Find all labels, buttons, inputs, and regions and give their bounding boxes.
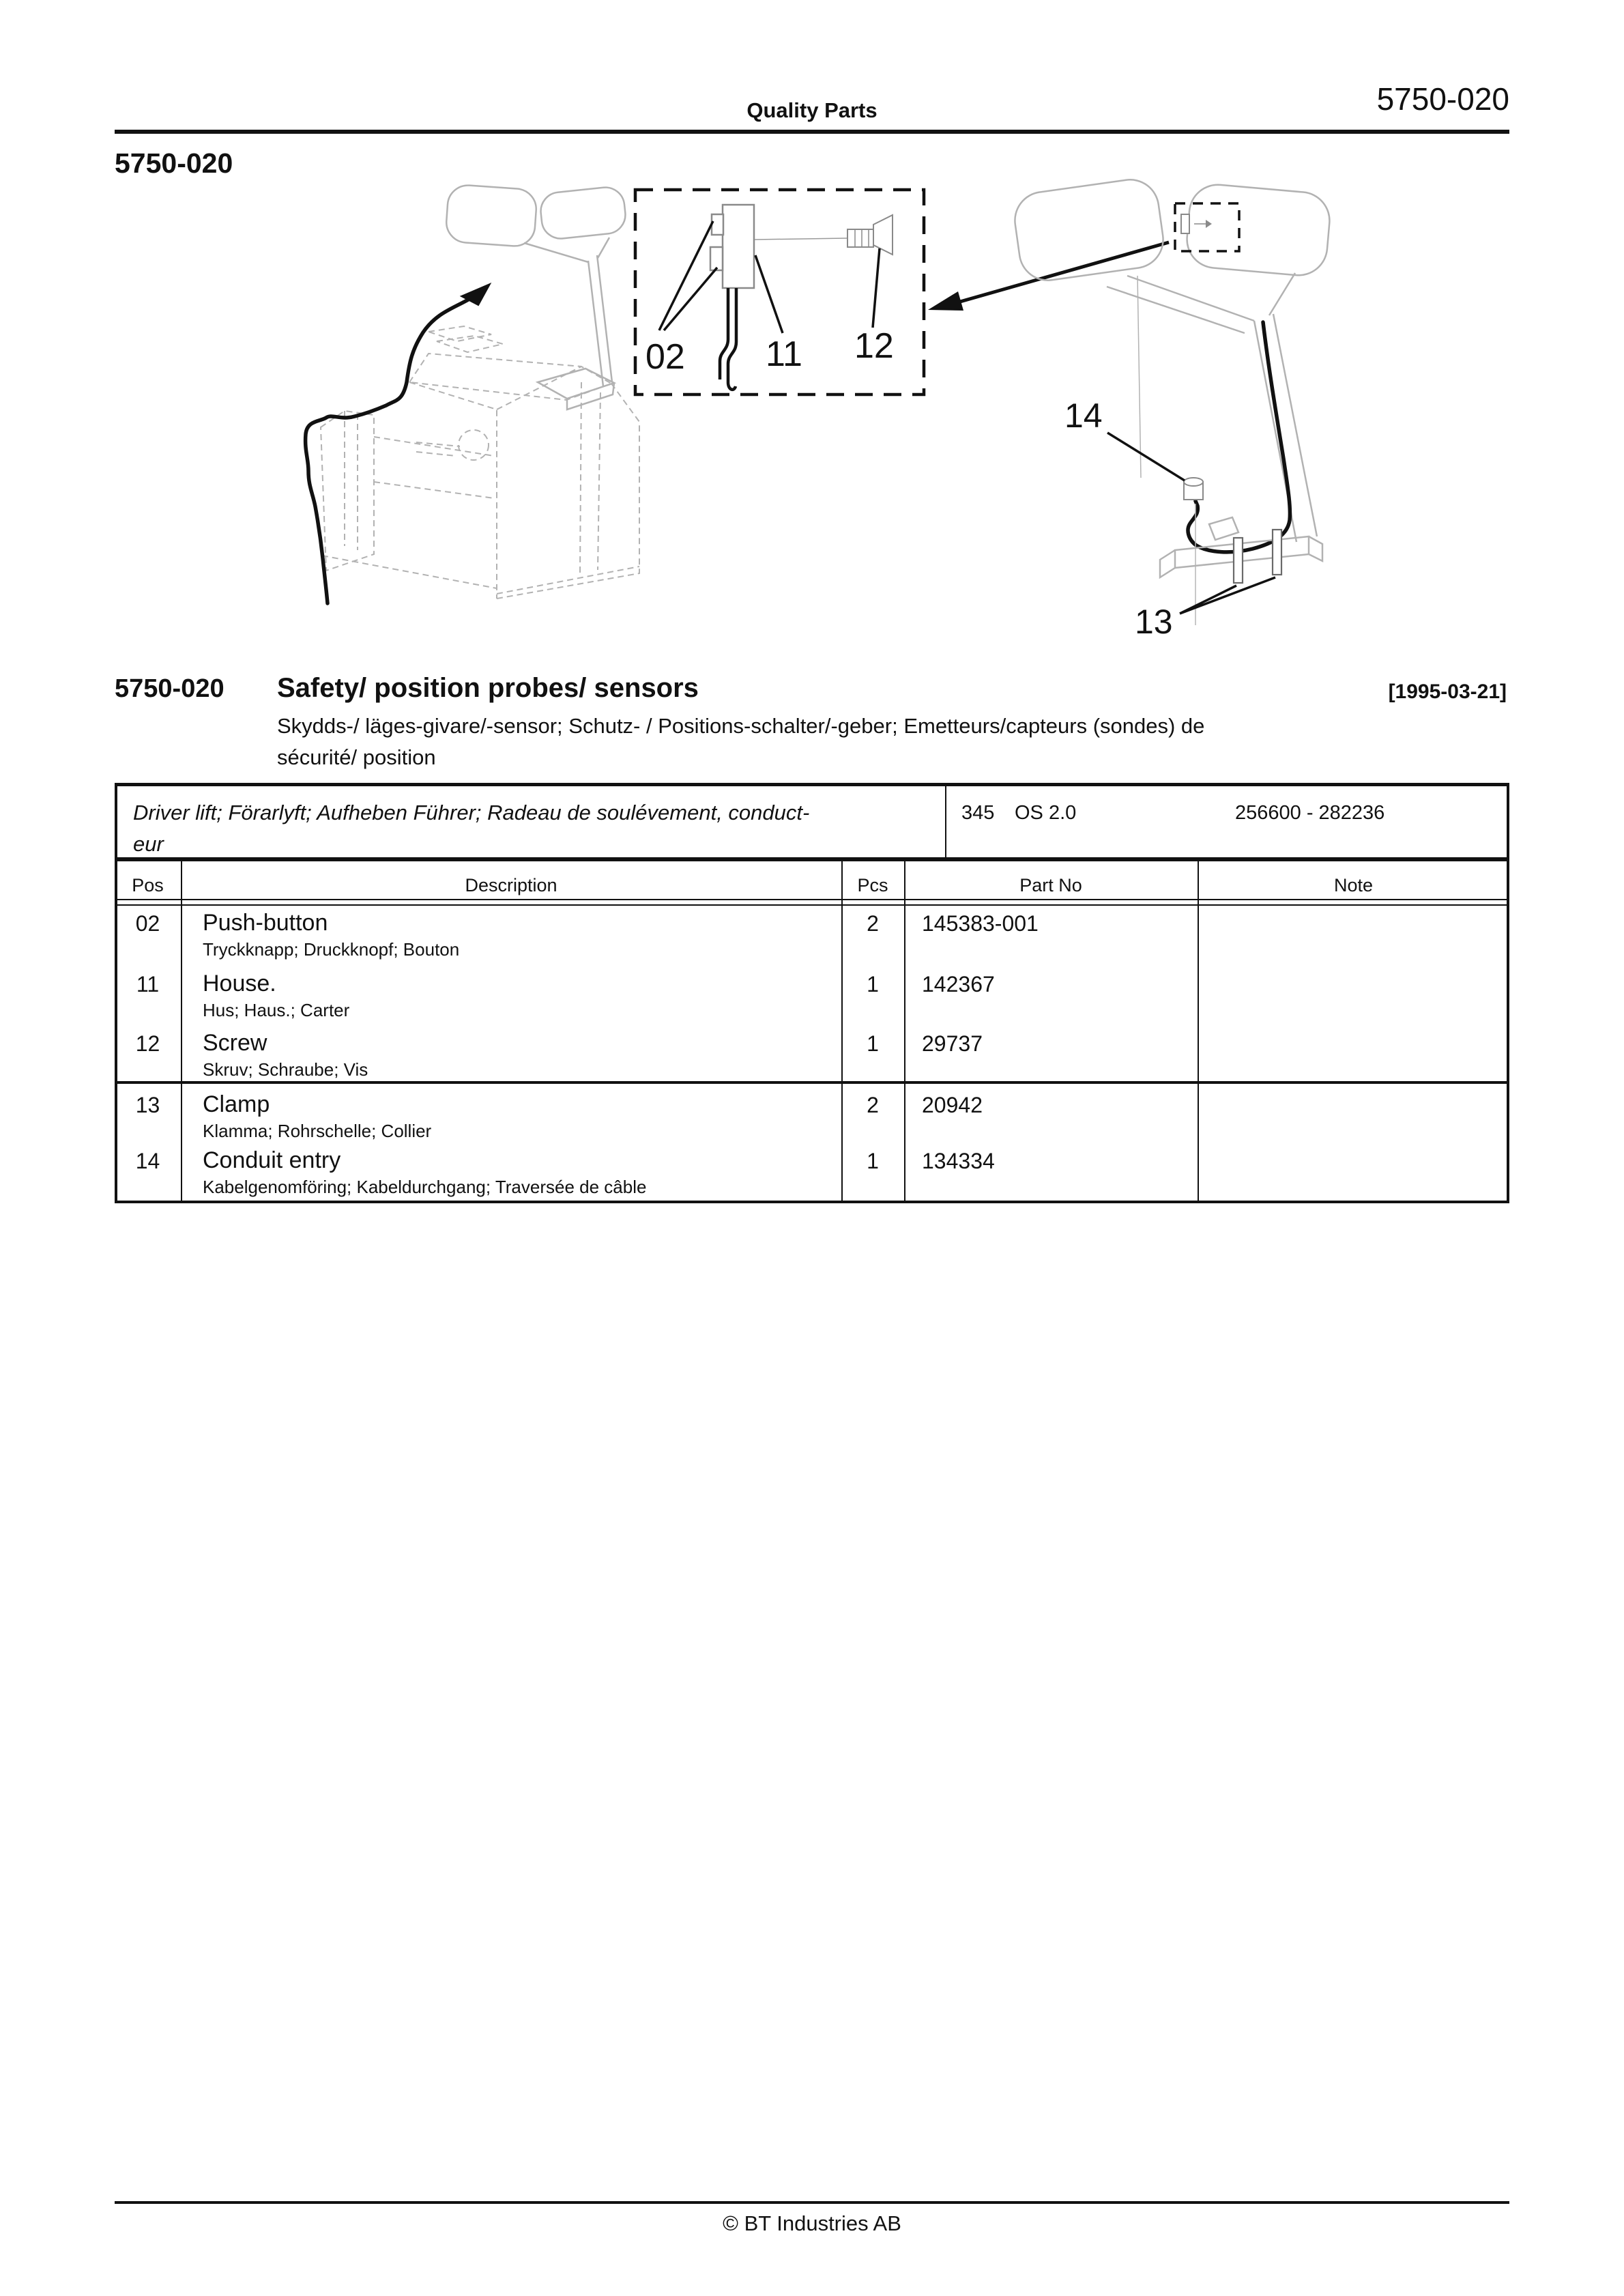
group-divider (115, 1081, 1509, 1084)
row-pos: 02 (135, 911, 160, 936)
push-button-part-lower (710, 247, 723, 270)
callout-02: 02 (646, 337, 685, 377)
house-wires (720, 288, 736, 390)
table-border-top (115, 783, 1509, 786)
section-code-heading: 5750-020 (115, 147, 233, 179)
row-name: Push-button (203, 910, 328, 936)
col-header-description: Description (465, 875, 557, 895)
screw-part (755, 215, 893, 255)
row-alt: Skruv; Schraube; Vis (203, 1059, 368, 1080)
row-name: Conduit entry (203, 1147, 341, 1173)
row-pcs: 1 (867, 1149, 879, 1173)
parts-table (115, 783, 1509, 1203)
model-description-line2: eur (133, 832, 164, 856)
table-row (115, 1091, 1509, 1147)
table-row (115, 910, 1509, 969)
col-header-pos: Pos (132, 875, 164, 895)
info-row-divider (115, 857, 1509, 861)
section-title: Safety/ position probes/ sensors (277, 673, 699, 703)
clamp-parts (1234, 530, 1281, 583)
model-version: OS 2.0 (1015, 802, 1077, 824)
handle-assembly (1011, 176, 1332, 641)
truck-cable (306, 284, 490, 603)
row-pos: 11 (136, 972, 160, 996)
row-pcs: 1 (867, 1031, 879, 1056)
detail-arrow (928, 242, 1169, 311)
truck-illustration (306, 184, 639, 603)
row-alt: Tryckknapp; Druckknopf; Bouton (203, 939, 460, 960)
model-description-line1: Driver lift; Förarlyft; Aufheben Führer; Radeau de soulévement, conduct- (133, 801, 810, 824)
truck-body (321, 326, 639, 599)
callout-12: 12 (854, 326, 894, 366)
section-subtitle-line2: sécurité/ position (277, 745, 436, 769)
table-row (115, 971, 1509, 1030)
row-partno: 134334 (922, 1149, 995, 1173)
section-subtitle-line1: Skydds-/ läges-givare/-sensor; Schutz- / Positions-schalter/-geber; Emetteurs/capteurs (sondes) de (277, 714, 1205, 738)
page-header-code: 5750-020 (1376, 81, 1509, 117)
col-header-pcs: Pcs (857, 875, 888, 895)
exploded-view-figure (102, 157, 1535, 648)
row-partno: 142367 (922, 972, 995, 996)
page-header-title: Quality Parts (746, 98, 878, 122)
row-alt: Klamma; Rohrschelle; Collier (203, 1121, 432, 1141)
model-number: 345 (961, 802, 995, 824)
info-cell-divider (945, 786, 946, 857)
row-pos: 14 (135, 1149, 160, 1173)
row-name: Screw (203, 1030, 267, 1056)
row-name: House. (203, 971, 276, 996)
handle-cable (1188, 322, 1290, 552)
col-header-partno: Part No (1019, 875, 1082, 895)
row-pcs: 2 (867, 1093, 879, 1117)
detail-box (635, 190, 924, 394)
table-row (115, 1030, 1509, 1081)
col-header-note: Note (1333, 875, 1374, 895)
row-pcs: 2 (867, 911, 879, 936)
row-alt: Hus; Haus.; Carter (203, 1000, 350, 1020)
push-button-part-upper (712, 214, 723, 235)
table-border-bottom (115, 1201, 1509, 1203)
callout-13: 13 (1135, 603, 1173, 641)
row-partno: 29737 (922, 1031, 983, 1056)
callout-14: 14 (1064, 397, 1103, 435)
row-alt: Kabelgenomföring; Kabeldurchgang; Traversée de câble (203, 1177, 647, 1197)
row-name: Clamp (203, 1091, 270, 1117)
sensor-part (1181, 214, 1212, 233)
section-date: [1995-03-21] (1388, 680, 1507, 703)
footer-rule (115, 2201, 1509, 2204)
header-divider-b (115, 904, 1509, 906)
row-partno: 145383-001 (922, 911, 1039, 936)
section-code: 5750-020 (115, 674, 224, 703)
table-row (115, 1147, 1509, 1201)
house-part (710, 205, 754, 288)
callout-11: 11 (766, 334, 802, 374)
row-pos: 13 (135, 1093, 160, 1117)
header-divider-a (115, 899, 1509, 900)
row-pcs: 1 (867, 972, 879, 996)
serial-range: 256600 - 282236 (1235, 802, 1385, 824)
footer-copyright: © BT Industries AB (723, 2211, 901, 2235)
header-rule (115, 130, 1509, 134)
row-pos: 12 (135, 1031, 160, 1056)
row-partno: 20942 (922, 1093, 983, 1117)
